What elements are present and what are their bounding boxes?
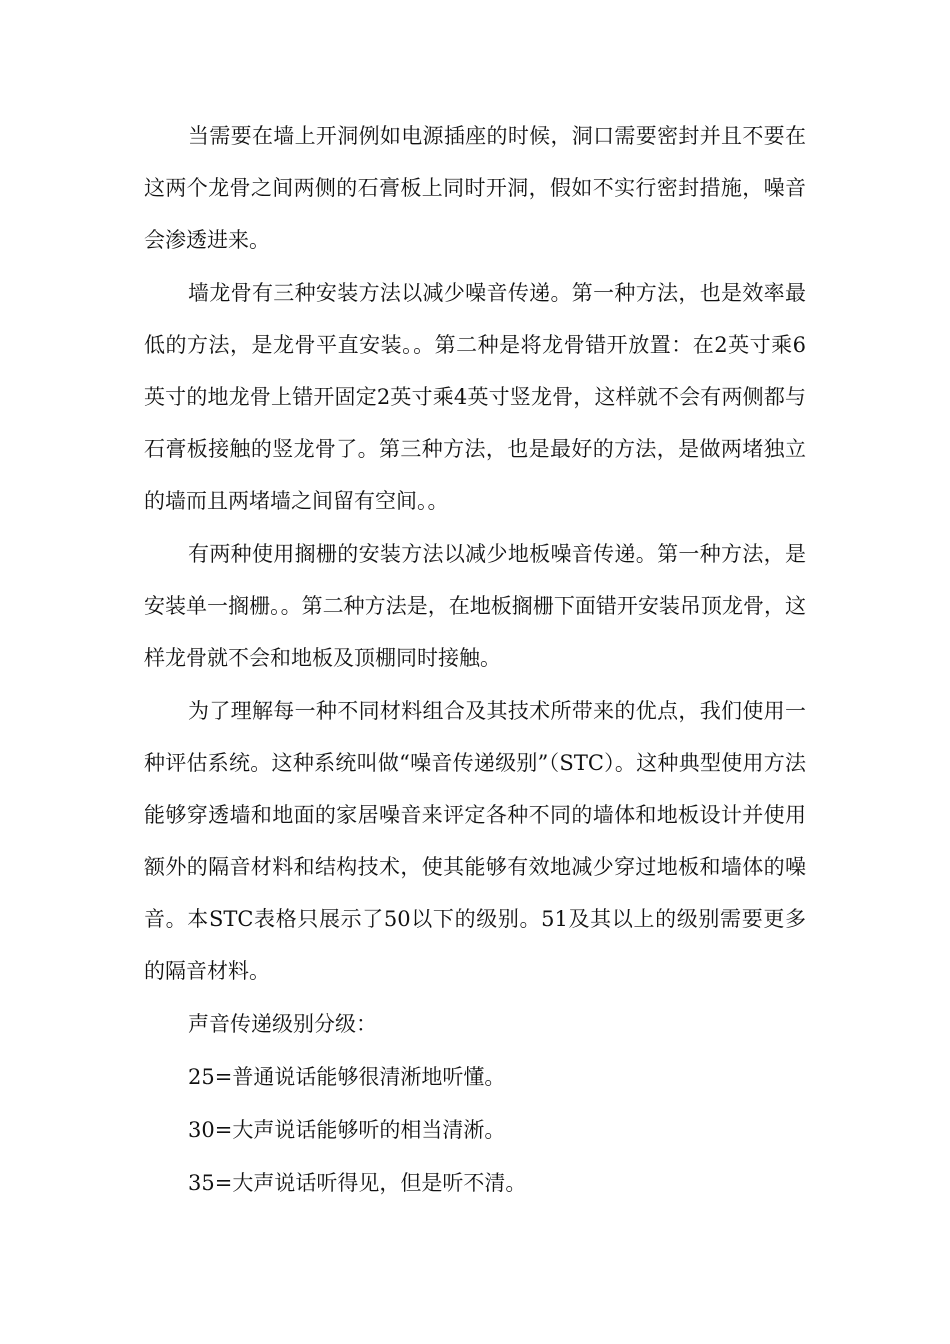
paragraph-stc-heading: 声音传递级别分级： [188, 1012, 377, 1036]
paragraph-joist-methods: 有两种使用搁栅的安装方法以减少地板噪音传递。第一种方法，是安装单一搁栅。。第二种方法是，在地板搁栅下面错开安装吊顶龙骨，这样龙骨就不会和地板及顶棚同时接触。 [144, 542, 806, 670]
paragraph-wall-openings: 当需要在墙上开洞例如电源插座的时候，洞口需要密封并且不要在这两个龙骨之间两侧的石膏板上同时开洞，假如不实行密封措施，噪音会渗透进来。 [144, 124, 806, 252]
document-body [144, 110, 806, 1209]
list-item-stc-35: 35=大声说话听得见，但是听不清。 [188, 1171, 527, 1195]
list-item-stc-30: 30=大声说话能够听的相当清淅。 [188, 1118, 506, 1142]
paragraph-stc-intro: 为了理解每一种不同材料组合及其技术所带来的优点，我们使用一种评估系统。这种系统叫做“噪音传递级别”（STC）。这种典型使用方法能够穿透墙和地面的家居噪音来评定各种不同的墙体和地板设计并使用额外的隔音材料和结构技术，使其能够有效地减少穿过地板和墙体的噪音。本STC表格只展示了50以下的级别。51及其以上的级别需要更多的隔音材料。 [144, 699, 806, 983]
list-item-stc-25: 25=普通说话能够很清淅地听懂。 [188, 1065, 506, 1089]
paragraph-wall-stud-methods: 墙龙骨有三种安装方法以减少噪音传递。第一种方法，也是效率最低的方法，是龙骨平直安装。。第二种是将龙骨错开放置：在2英寸乘6英寸的地龙骨上错开固定2英寸乘4英寸竖龙骨，这样就不会有两侧都与石膏板接触的竖龙骨了。第三种方法，也是最好的方法，是做两堵独立的墙而且两堵墙之间留有空间。。 [144, 281, 806, 513]
